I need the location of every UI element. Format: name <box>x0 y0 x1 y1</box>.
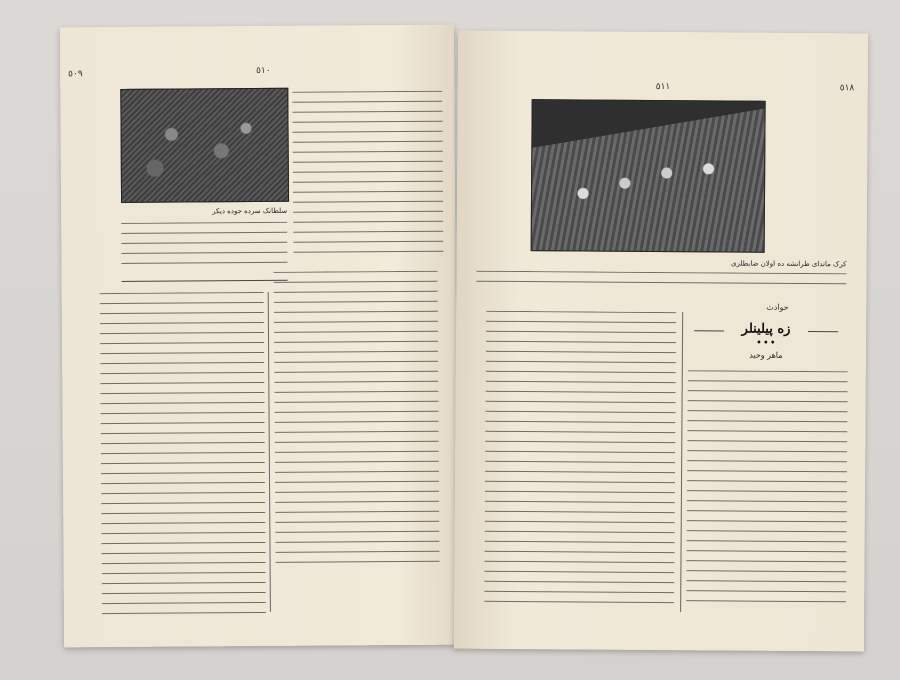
section-label: حوادث <box>766 302 789 312</box>
caption-text-block <box>121 222 287 279</box>
soldiers-photo <box>120 88 289 203</box>
trench-officers-photo <box>531 99 766 253</box>
title-rule-left <box>694 330 724 331</box>
left-page <box>60 25 458 648</box>
text-column-right-page-right <box>686 370 848 607</box>
text-column-lower-right <box>274 271 440 572</box>
column-rule-right <box>680 312 683 612</box>
photo-caption-right: کرک ماتدای طرانشه ده اولان ضابطلری <box>730 259 847 269</box>
page-number-center-right: ٥١١ <box>655 81 671 93</box>
text-column-right-page-left <box>484 311 676 612</box>
page-number-center-left: ٥١٠ <box>256 65 271 77</box>
title-rule-right <box>808 331 838 332</box>
article-byline: ماهر وحید <box>749 350 783 360</box>
page-number-right: ٥١٨ <box>839 83 855 94</box>
text-column-upper-right <box>292 91 443 268</box>
text-column-lower-left <box>100 292 266 623</box>
caption-text-block-right <box>476 271 846 296</box>
column-rule <box>268 292 271 612</box>
page-number-left: ٥٠٩ <box>68 69 83 80</box>
right-page <box>454 31 868 652</box>
divider <box>122 280 288 282</box>
title-ornament: ••• <box>755 337 777 349</box>
photo-caption-left: سلطانک سرده جوده دیکر <box>212 206 288 216</box>
article-title: زه پیلینلر <box>741 321 791 337</box>
